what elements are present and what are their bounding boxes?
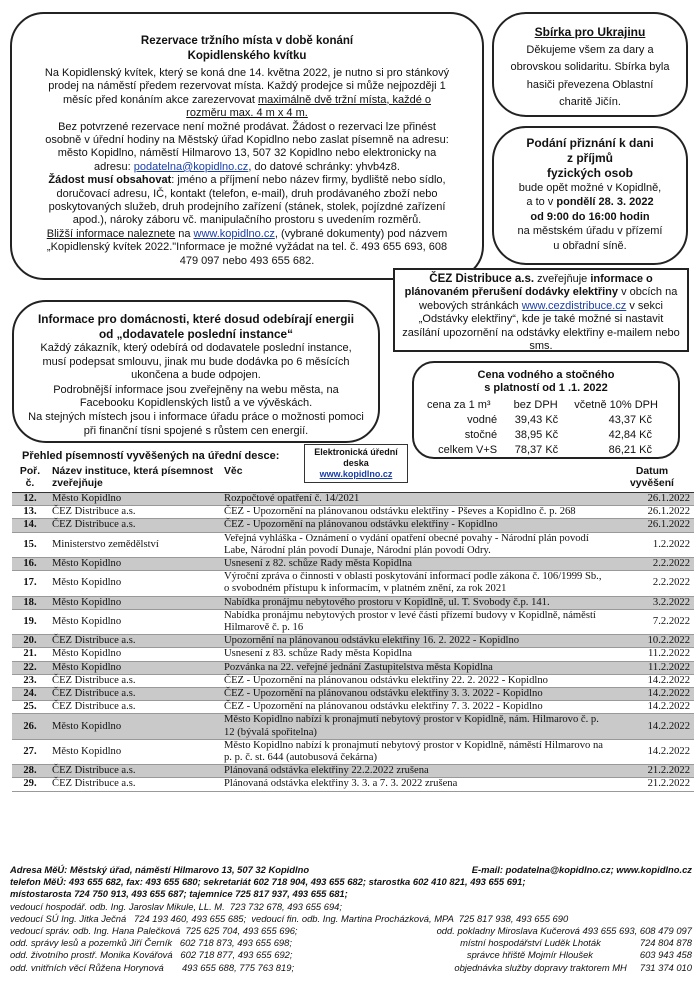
cell-subject: Plánovaná odstávka elektřiny 3. 3. a 7. 3. 2022 zrušena bbox=[220, 778, 610, 791]
cell-date: 2.2.2022 bbox=[610, 558, 694, 571]
cell-date: 26.1.2022 bbox=[610, 519, 694, 532]
cell-date: 11.2.2022 bbox=[610, 648, 694, 661]
table-row bbox=[12, 701, 694, 714]
cell-number: 24. bbox=[12, 688, 48, 701]
table-row bbox=[12, 609, 694, 634]
cell-institution: Město Kopidlno bbox=[48, 571, 220, 596]
market-p3-lead: Žádost musí obsahovat bbox=[48, 174, 172, 187]
cell-institution: ČEZ Distribuce a.s. bbox=[48, 635, 220, 648]
col-header-no: Poř. č. bbox=[12, 466, 48, 493]
cell-date: 3.2.2022 bbox=[610, 596, 694, 609]
edesk-link[interactable]: www.kopidlno.cz bbox=[319, 469, 393, 479]
table-row bbox=[12, 778, 694, 791]
board-table bbox=[12, 466, 694, 792]
energy-p2: Podrobnější informace jsou zveřejněny na webu města, na Facebooku Kopidlenských listů a ve vývěskách. bbox=[53, 383, 339, 410]
market-p2: Bez potvrzené rezervace není možné prodávat. Žádost o rezervaci lze přinést osobně v úřední hodiny na Městský úřad Kopidlno nebo zaslat písemně na adresu: město Kopidlno, náměstí Hilmarovo 13, 507 32 Kopidlno nebo elektronicky na adresu: bbox=[45, 120, 449, 173]
market-p1-underlined: maximálně dvě tržní místa, každé o rozměru max. 4 m x 4 m. bbox=[186, 93, 432, 120]
footer-contact-left: odd. životního prostř. Monika Kovářová 602 718 877, 493 655 692; bbox=[10, 949, 293, 961]
footer-contact-right: místní hospodářství Luděk Lhoták 724 804 878 bbox=[460, 937, 692, 949]
tax-title-3: fyzických osob bbox=[546, 166, 634, 180]
cell-institution: ČEZ Distribuce a.s. bbox=[48, 688, 220, 701]
footer-contact-right: odd. pokladny Miroslava Kučerová 493 655 693, 608 479 097 bbox=[436, 925, 692, 937]
water-row-gross: 86,21 Kč bbox=[608, 444, 652, 456]
ukraine-title: Sbírka pro Ukrajinu bbox=[534, 25, 646, 39]
table-row bbox=[12, 688, 694, 701]
footer-line-address bbox=[10, 864, 692, 876]
cell-institution: ČEZ Distribuce a.s. bbox=[48, 674, 220, 687]
footer-contact-line bbox=[10, 901, 692, 913]
water-row-label: stočné bbox=[464, 429, 498, 441]
cell-date: 21.2.2022 bbox=[610, 765, 694, 778]
cell-subject: ČEZ - Upozornění na plánovanou odstávku elektřiny 7. 3. 2022 - Kopidlno bbox=[220, 701, 610, 714]
energy-title-1: Informace pro domácnosti, které dosud odebírají energii bbox=[38, 312, 354, 326]
cell-subject: ČEZ - Upozornění na plánovanou odstávku elektřiny - Pševes a Kopidlno č. p. 268 bbox=[220, 506, 610, 519]
cell-date: 14.2.2022 bbox=[610, 739, 694, 764]
cell-institution: ČEZ Distribuce a.s. bbox=[48, 519, 220, 532]
energy-box bbox=[12, 300, 380, 443]
board-table-wrap bbox=[12, 466, 694, 792]
footer-contact-line bbox=[10, 888, 692, 900]
cell-number: 29. bbox=[12, 778, 48, 791]
water-price-box bbox=[412, 361, 680, 459]
tax-hours: od 9:00 do 16:00 hodin bbox=[530, 210, 650, 223]
cell-subject: Pozvánka na 22. veřejné jednání Zastupitelstva města Kopidlna bbox=[220, 661, 610, 674]
footer-email: E-mail: podatelna@kopidlno.cz; www.kopidlno.cz bbox=[471, 864, 692, 875]
footer-address: Adresa MěÚ: Městský úřad, náměstí Hilmarovo 13, 507 32 Kopidlno bbox=[10, 864, 310, 875]
table-row bbox=[12, 493, 694, 506]
tax-date: pondělí 28. 3. 2022 bbox=[556, 196, 654, 209]
cell-subject: Upozornění na plánovanou odstávku elektřiny 16. 2. 2022 - Kopidlno bbox=[220, 635, 610, 648]
table-row bbox=[12, 648, 694, 661]
cell-number: 13. bbox=[12, 506, 48, 519]
cell-institution: Ministerstvo zemědělství bbox=[48, 532, 220, 557]
cell-number: 23. bbox=[12, 674, 48, 687]
cell-number: 15. bbox=[12, 532, 48, 557]
footer-phones: telefon MěÚ: 493 655 682, fax: 493 655 680; sekretariát 602 718 904, 493 655 682; starostka 602 410 821, 493 655 691; bbox=[10, 876, 526, 888]
cell-subject: ČEZ - Upozornění na plánovanou odstávku elektřiny 3. 3. 2022 - Kopidlno bbox=[220, 688, 610, 701]
cell-institution: Město Kopidlno bbox=[48, 661, 220, 674]
cell-subject: ČEZ - Upozornění na plánovanou odstávku elektřiny - Kopidlno bbox=[220, 519, 610, 532]
col-header-institution: Název instituce, která písemnost zveřejňuje bbox=[48, 466, 220, 493]
table-row bbox=[12, 674, 694, 687]
water-header-row bbox=[426, 398, 666, 413]
cell-institution: Město Kopidlno bbox=[48, 609, 220, 634]
cez-text-4: v sekci „Odstávky elektřiny“, kde je také možné si nastavit zasílání upozornění na odstávky elektřiny e-mailem nebo sms. bbox=[402, 299, 680, 353]
water-row-label: vodné bbox=[467, 414, 498, 426]
cell-date: 14.2.2022 bbox=[610, 674, 694, 687]
table-row bbox=[12, 739, 694, 764]
cell-number: 28. bbox=[12, 765, 48, 778]
cell-subject: Nabídka pronájmu nebytových prostor v levé části přízemí budovy v Kopidlně, náměstí Hilmarově č. p. 16 bbox=[220, 609, 610, 634]
cez-text-1: zveřejňuje bbox=[534, 273, 591, 285]
cell-date: 14.2.2022 bbox=[610, 688, 694, 701]
energy-p3: Na stejných místech jsou i informace úřadu práce o možnosti pomoci při finanční tísni spojené s růstem cen energií. bbox=[28, 410, 364, 437]
footer-contact-right: správce hřiště Mojmír Hloušek 603 943 458 bbox=[466, 949, 692, 961]
cez-text-2: informace o plánovaném přerušení dodávky elektřiny bbox=[404, 273, 653, 299]
cez-name: ČEZ Distribuce a.s. bbox=[429, 273, 535, 285]
cell-subject: Město Kopidlno nabízí k pronajmutí nebytový prostor v Kopidlně, nám. Hilmarovo č. p. 12 (bývalá spořitelna) bbox=[220, 714, 610, 739]
cell-number: 18. bbox=[12, 596, 48, 609]
footer-contact-left: místostarosta 724 750 913, 493 655 687; tajemnice 725 817 937, 493 655 681; bbox=[10, 888, 348, 900]
cell-subject: Usnesení z 82. schůze Rady města Kopidlna bbox=[220, 558, 610, 571]
cell-date: 2.2.2022 bbox=[610, 571, 694, 596]
market-web-link[interactable]: www.kopidlno.cz bbox=[193, 227, 275, 240]
cell-institution: Město Kopidlno bbox=[48, 714, 220, 739]
market-p1: Na Kopidlenský kvítek, který se koná dne 14. května 2022, je nutno si pro stánkový prodej na náměstí předem rezervovat místa. Každý prodejce si může nejpozději 1 měsíc před konáním akce zarezervovat bbox=[44, 67, 450, 106]
cell-number: 27. bbox=[12, 739, 48, 764]
footer-contact-left: vedoucí správ. odb. Ing. Hana Palečková 725 625 704, 493 655 696; bbox=[10, 925, 298, 937]
market-p4: , (vybrané dokumenty) pod názvem „Kopidlenský kvítek 2022."Informace je možné vyžádat na tel. č. 493 655 693, 608 479 097 nebo 493 655 682. bbox=[46, 227, 448, 267]
cell-institution: Město Kopidlno bbox=[48, 558, 220, 571]
tax-line-1: bude opět možné v Kopidlně, bbox=[518, 182, 662, 194]
table-row bbox=[12, 519, 694, 532]
table-row bbox=[12, 765, 694, 778]
ukraine-box bbox=[492, 12, 688, 117]
board-header-row bbox=[12, 466, 694, 493]
water-price-table bbox=[426, 398, 666, 458]
cell-number: 21. bbox=[12, 648, 48, 661]
cell-subject: Město Kopidlno nabízí k pronajmutí nebytový prostor v Kopidlně, náměstí Hilmarovo na p. p. č. st. 644 (autobusová čekárna) bbox=[220, 739, 610, 764]
market-title bbox=[42, 34, 452, 64]
ukraine-text: Děkujeme všem za dary a obrovskou solidaritu. Sbírka byla hasiči převezena Oblastní charitě Jičín. bbox=[510, 43, 670, 108]
energy-p1: Každý zákazník, který odebírá od dodavatele poslední instance, musí podepsat smlouvu, jinak mu bude dodávka po 6 měsících ukončena a bude odpojen. bbox=[40, 342, 352, 382]
water-row-label: celkem V+S bbox=[438, 444, 498, 456]
cell-institution: Město Kopidlno bbox=[48, 493, 220, 506]
cell-number: 19. bbox=[12, 609, 48, 634]
market-email-link[interactable]: podatelna@kopidlno.cz bbox=[133, 160, 249, 173]
water-header-unit: cena za 1 m³ bbox=[427, 399, 491, 411]
cell-number: 25. bbox=[12, 701, 48, 714]
cell-date: 1.2.2022 bbox=[610, 532, 694, 557]
cell-subject: Nabídka pronájmu nebytového prostoru v Kopidlně, ul. T. Svobody č.p. 141. bbox=[220, 596, 610, 609]
cell-date: 26.1.2022 bbox=[610, 506, 694, 519]
cell-date: 14.2.2022 bbox=[610, 714, 694, 739]
footer-contact-left: odd. správy lesů a pozemků Jiří Černík 602 718 873, 493 655 698; bbox=[10, 937, 292, 949]
footer-contact-line bbox=[10, 925, 692, 937]
water-header-net: bez DPH bbox=[513, 399, 558, 411]
water-row-gross: 42,84 Kč bbox=[608, 429, 652, 441]
cell-institution: Město Kopidlno bbox=[48, 596, 220, 609]
market-body bbox=[42, 67, 452, 268]
cell-subject: Výroční zpráva o činnosti v oblasti poskytování informací podle zákona č. 106/1999 Sb., o svobodném přístupu k informacím, v platném znění, za rok 2021 bbox=[220, 571, 610, 596]
water-row-net: 78,37 Kč bbox=[514, 444, 559, 456]
table-row bbox=[12, 661, 694, 674]
footer-contact-line bbox=[10, 962, 692, 974]
market-p4-lead: Bližší informace naleznete bbox=[46, 227, 176, 240]
water-title-2: s platností od 1 .1. 2022 bbox=[484, 382, 608, 394]
water-row bbox=[426, 428, 666, 443]
market-reservation-box bbox=[10, 12, 484, 280]
tax-title-1: Podání přiznání k dani bbox=[526, 136, 654, 150]
cell-number: 22. bbox=[12, 661, 48, 674]
market-p3: : jméno a příjmení nebo název firmy, bydliště nebo sídlo, doručovací adresu, IČ, kontakt (telefon, e-mail), druh prodávaného zboží nebo poskytovaných služeb, druh prodejního zařízení (stánek, stolek, pojízdné zařízení apod.), nároky záboru vč. manipulačního prostoru s uvedením rozměrů. bbox=[48, 174, 446, 227]
market-title-line1: Rezervace tržního místa v době konání bbox=[140, 35, 354, 47]
table-row bbox=[12, 506, 694, 519]
cell-institution: ČEZ Distribuce a.s. bbox=[48, 701, 220, 714]
table-row bbox=[12, 596, 694, 609]
footer-contact-left: vedoucí hospodář. odb. Ing. Jaroslav Mikule, LL. M. 723 732 678, 493 655 694; bbox=[10, 900, 342, 912]
water-row-net: 38,95 Kč bbox=[514, 429, 559, 441]
footer-contact-line bbox=[10, 913, 692, 925]
energy-title-2: od „dodavatele poslední instance“ bbox=[98, 327, 294, 341]
footer-contact-line bbox=[10, 937, 692, 949]
cell-institution: ČEZ Distribuce a.s. bbox=[48, 506, 220, 519]
footer-contact-right: objednávka služby dopravy traktorem MH 731 374 010 bbox=[454, 961, 692, 973]
cell-date: 21.2.2022 bbox=[610, 778, 694, 791]
tax-line-4: na městském úřadu v přízemí bbox=[517, 225, 663, 238]
water-header-gross: včetně 10% DPH bbox=[574, 399, 658, 411]
footer-contact-left: vedoucí SÚ Ing. Jitka Ječná 724 193 460, 493 655 685; vedoucí fin. odb. Ing. Martina Procházková, MPA 725 817 938, 493 655 690 bbox=[10, 912, 569, 924]
cell-number: 14. bbox=[12, 519, 48, 532]
cell-number: 17. bbox=[12, 571, 48, 596]
col-header-date: Datum vyvěšení bbox=[610, 466, 694, 493]
tax-line-2a: a to v bbox=[526, 196, 557, 209]
tax-line-5: u obřadní síně. bbox=[553, 239, 627, 252]
tax-box bbox=[492, 126, 688, 265]
table-row bbox=[12, 532, 694, 557]
cell-subject: Rozpočtové opatření č. 14/2021 bbox=[220, 493, 610, 506]
cell-number: 26. bbox=[12, 714, 48, 739]
board-body bbox=[12, 493, 694, 792]
cell-number: 12. bbox=[12, 493, 48, 506]
cell-date: 26.1.2022 bbox=[610, 493, 694, 506]
footer-contacts bbox=[10, 888, 692, 973]
table-row bbox=[12, 635, 694, 648]
cez-box bbox=[393, 268, 689, 352]
water-row bbox=[426, 443, 666, 458]
cell-institution: ČEZ Distribuce a.s. bbox=[48, 778, 220, 791]
cell-date: 11.2.2022 bbox=[610, 661, 694, 674]
market-p4-mid: na bbox=[175, 227, 194, 240]
edesk-title: Elektronická úřední deska bbox=[314, 447, 398, 468]
cez-link[interactable]: www.cezdistribuce.cz bbox=[521, 299, 627, 312]
footer-contact-left: odd. vnitřních věcí Růžena Horynová 493 655 688, 775 763 819; bbox=[10, 961, 295, 973]
table-row bbox=[12, 571, 694, 596]
cell-institution: ČEZ Distribuce a.s. bbox=[48, 765, 220, 778]
market-p2-end: , do datové schránky: yhvb4z8. bbox=[248, 160, 400, 173]
table-row bbox=[12, 714, 694, 739]
tax-title-2: z příjmů bbox=[566, 151, 613, 165]
water-row-gross: 43,37 Kč bbox=[608, 414, 652, 426]
board-heading: Přehled písemností vyvěšených na úřední desce: bbox=[22, 450, 280, 462]
cell-subject: Veřejná vyhláška - Oznámení o vydání opatření obecné povahy - Národní plán povodí Labe, Národní plán povodí Dunaje, Národní plán povodí Odry. bbox=[220, 532, 610, 557]
cell-institution: Město Kopidlno bbox=[48, 648, 220, 661]
col-header-subject: Věc bbox=[220, 466, 610, 493]
water-row bbox=[426, 413, 666, 428]
cez-text-3: v obcích na webových stránkách bbox=[419, 286, 678, 312]
footer-contact-line bbox=[10, 949, 692, 961]
cell-date: 10.2.2022 bbox=[610, 635, 694, 648]
cell-number: 16. bbox=[12, 558, 48, 571]
cell-subject: ČEZ - Upozornění na plánovanou odstávku elektřiny 22. 2. 2022 - Kopidlno bbox=[220, 674, 610, 687]
cell-date: 7.2.2022 bbox=[610, 609, 694, 634]
cell-subject: Plánovaná odstávka elektřiny 22.2.2022 zrušena bbox=[220, 765, 610, 778]
cell-date: 14.2.2022 bbox=[610, 701, 694, 714]
water-title-1: Cena vodného a stočného bbox=[477, 369, 615, 381]
cell-institution: Město Kopidlno bbox=[48, 739, 220, 764]
footer bbox=[10, 864, 692, 974]
table-row bbox=[12, 558, 694, 571]
market-title-line2: Kopidlenského kvítku bbox=[187, 50, 307, 62]
water-row-net: 39,43 Kč bbox=[514, 414, 559, 426]
cell-subject: Usnesení z 83. schůze Rady města Kopidlna bbox=[220, 648, 610, 661]
cell-number: 20. bbox=[12, 635, 48, 648]
